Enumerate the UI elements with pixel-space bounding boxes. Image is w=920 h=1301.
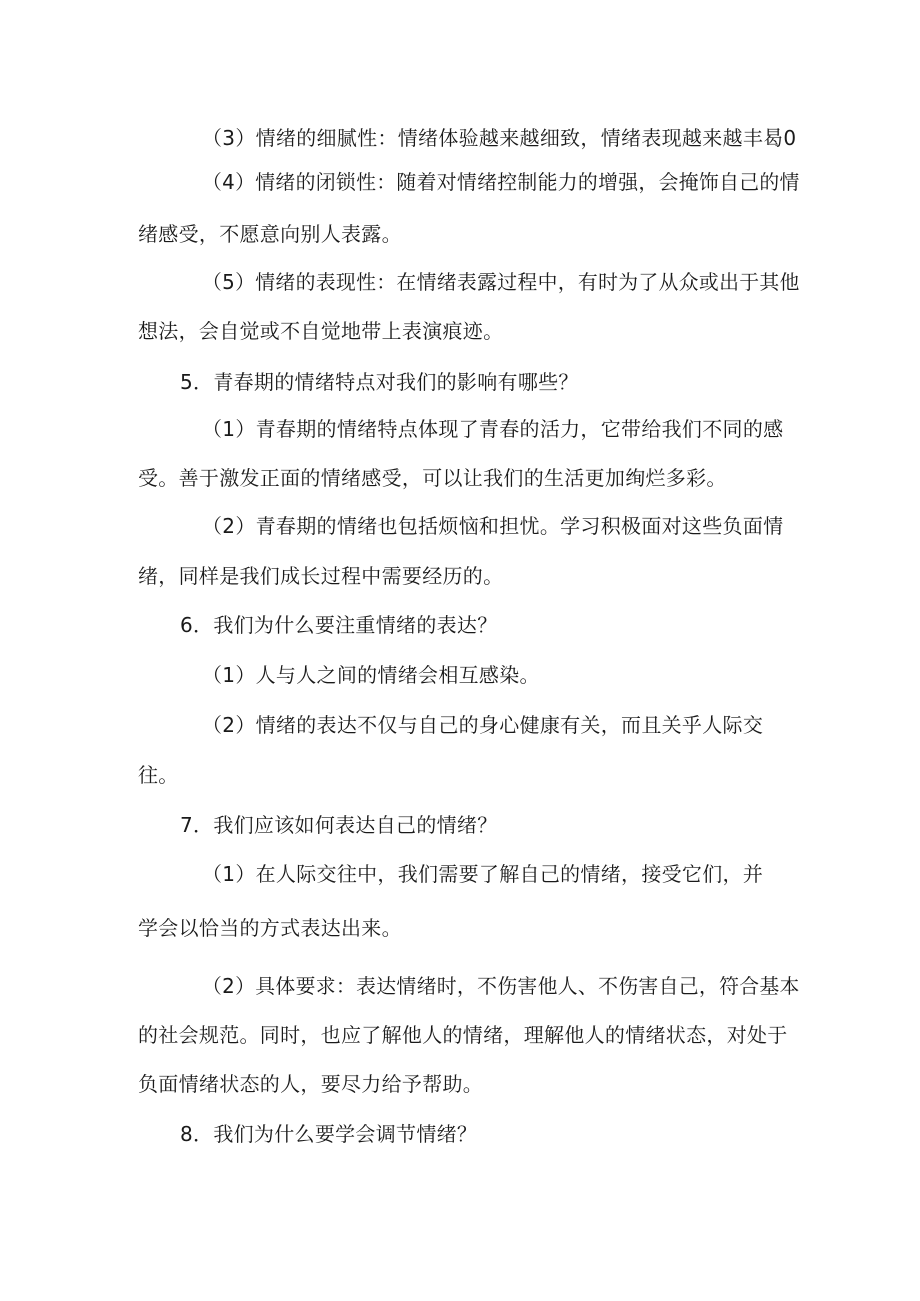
text-line: （2）具体要求：表达情绪时，不伤害他人、不伤害自己，符合基本	[202, 974, 800, 998]
text-line: （5）情绪的表现性：在情绪表露过程中，有时为了从众或出于其他	[202, 270, 800, 294]
section-heading: 5．青春期的情绪特点对我们的影响有哪些？	[180, 370, 579, 394]
text-line: 学会以恰当的方式表达出来。	[138, 916, 402, 940]
text-line: （2）情绪的表达不仅与自己的身心健康有关，而且关乎人际交	[202, 713, 764, 737]
text-line: （4）情绪的闭锁性：随着对情绪控制能力的增强，会掩饰自己的情	[202, 170, 800, 194]
text-line: 想法，会自觉或不自觉地带上表演痕迹。	[138, 319, 504, 343]
text-line: （1）青春期的情绪特点体现了青春的活力，它带给我们不同的感	[202, 417, 784, 441]
text-line: 绪，同样是我们成长过程中需要经历的。	[138, 564, 504, 588]
text-line: 往。	[138, 763, 179, 787]
section-heading: 7．我们应该如何表达自己的情绪？	[180, 813, 498, 837]
section-heading: 8．我们为什么要学会调节情绪？	[180, 1122, 478, 1146]
text-line: （1）在人际交往中，我们需要了解自己的情绪，接受它们，并	[202, 862, 764, 886]
text-line: 负面情绪状态的人，要尽力给予帮助。	[138, 1072, 484, 1096]
text-line: （1）人与人之间的情绪会相互感染。	[202, 663, 540, 687]
text-line: （2）青春期的情绪也包括烦恼和担忧。学习积极面对这些负面情	[202, 514, 784, 538]
text-line: 绪感受，不愿意向别人表露。	[138, 222, 402, 246]
text-line: 受。善于激发正面的情绪感受，可以让我们的生活更加绚烂多彩。	[138, 466, 727, 490]
text-line: （3）情绪的细腻性：情绪体验越来越细致，情绪表现越来越丰曷0	[202, 126, 797, 150]
section-heading: 6．我们为什么要注重情绪的表达？	[180, 613, 498, 637]
text-line: 的社会规范。同时，也应了解他人的情绪，理解他人的情绪状态，对处于	[138, 1023, 788, 1047]
